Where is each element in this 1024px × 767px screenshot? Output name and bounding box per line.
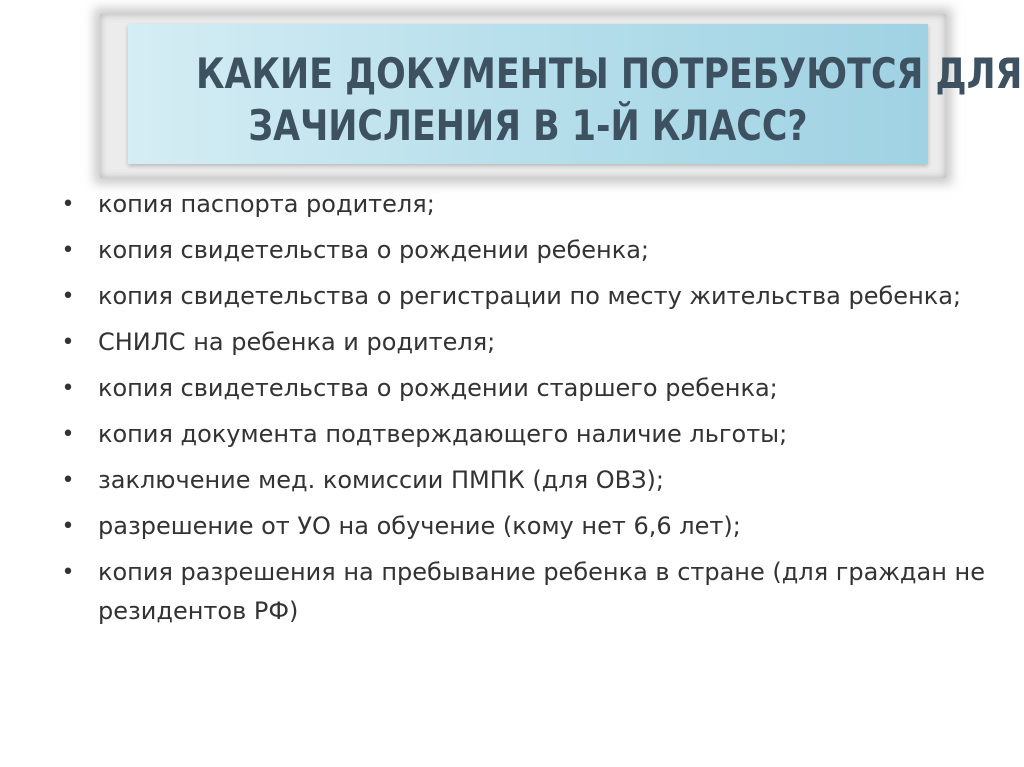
bullet-icon: •: [61, 238, 75, 263]
title-banner: [128, 24, 1023, 164]
list-item: [58, 507, 988, 546]
bullet-icon: •: [61, 560, 75, 585]
bullet-icon: •: [61, 192, 75, 217]
list-item-text: копия документа подтверждающего наличие льготы;: [98, 420, 788, 448]
bullet-icon: •: [61, 422, 75, 447]
bullet-icon: •: [61, 514, 75, 539]
documents-list: [58, 185, 988, 638]
list-item-text: копия свидетельства о регистрации по месту жительства ребенка;: [98, 282, 962, 310]
list-item: [58, 323, 988, 362]
bullet-icon: •: [61, 376, 75, 401]
title-line-2: ЗАЧИСЛЕНИЯ В 1-Й КЛАСС?: [248, 101, 808, 150]
list-item-text: копия свидетельства о рождении ребенка;: [98, 236, 649, 264]
list-item-text: копия паспорта родителя;: [98, 190, 435, 218]
list-item: [58, 277, 988, 316]
list-item: [58, 415, 988, 454]
list-item: [58, 185, 988, 224]
list-item: [58, 369, 988, 408]
list-item-text: СНИЛС на ребенка и родителя;: [98, 328, 496, 356]
list-item-text: разрешение от УО на обучение (кому нет 6,6 лет);: [98, 512, 741, 540]
list-item: [58, 461, 988, 500]
page-title: [196, 48, 1023, 152]
list-item-text: заключение мед. комиссии ПМПК (для ОВЗ);: [98, 466, 664, 494]
bullet-icon: •: [61, 284, 75, 309]
list-item: [58, 231, 988, 270]
list-item-text: копия свидетельства о рождении старшего ребенка;: [98, 374, 778, 402]
list-item: [58, 553, 988, 631]
bullet-icon: •: [61, 468, 75, 493]
title-line-1: КАКИЕ ДОКУМЕНТЫ ПОТРЕБУЮТСЯ ДЛЯ: [196, 49, 1023, 98]
bullet-icon: •: [61, 330, 75, 355]
list-item-text: копия разрешения на пребывание ребенка в стране (для граждан не резидентов РФ): [98, 558, 986, 625]
